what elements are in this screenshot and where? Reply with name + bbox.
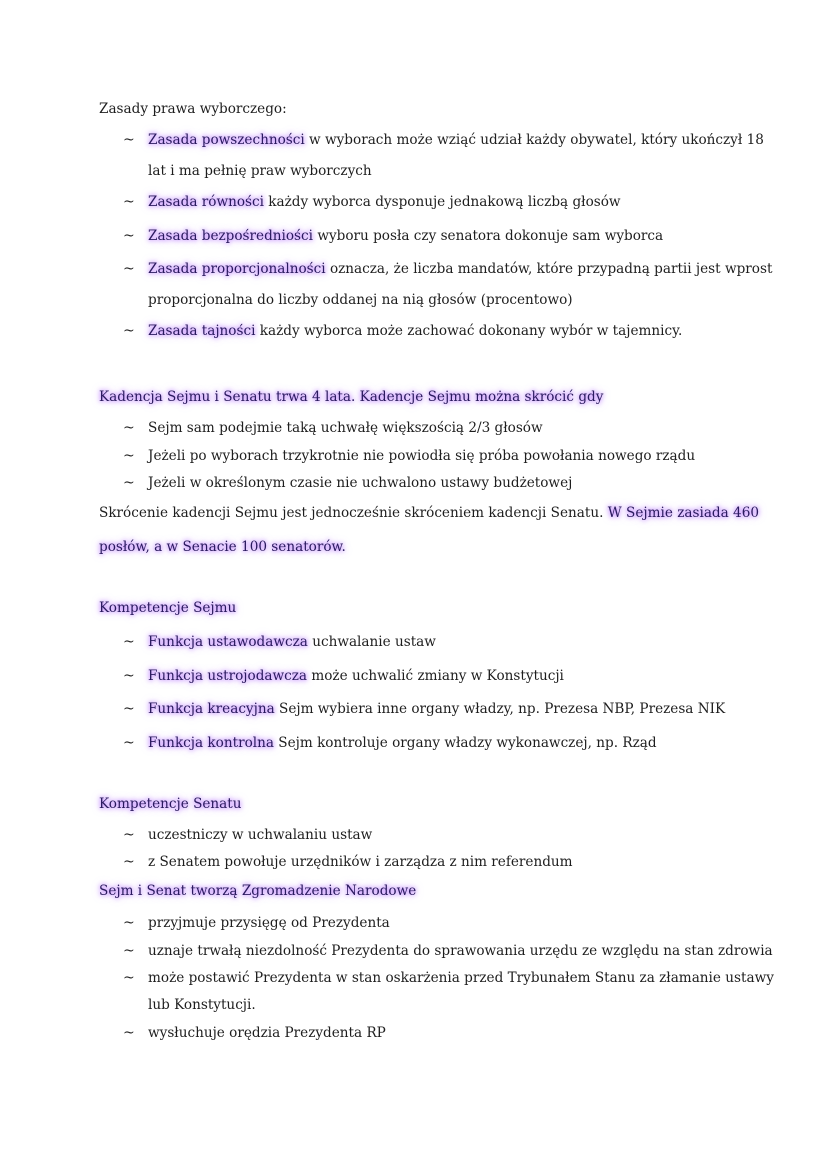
section-heading-kompetencje-sejmu: Kompetencje Sejmu [99, 600, 237, 616]
bullet-icon: ~ [123, 323, 135, 339]
highlighted-term: Funkcja ustrojodawcza [148, 668, 308, 684]
list-item [148, 322, 682, 340]
highlighted-term: Zasada bezpośredniości [148, 228, 313, 244]
list-item: uznaje trwałą niezdolność Prezydenta do sprawowania urzędu ze względu na stan zdrowia [148, 943, 773, 959]
item-text: wyboru posła czy senatora dokonuje sam wyborca [313, 228, 664, 244]
list-item [148, 667, 564, 685]
highlighted-term: Zasada powszechności [148, 132, 305, 148]
bullet-icon: ~ [123, 970, 135, 986]
item-text: Sejm kontroluje organy władzy wykonawczej, np. Rząd [273, 735, 657, 751]
list-item: przyjmuje przysięgę od Prezydenta [148, 915, 390, 931]
item-text: każdy wyborca dysponuje jednakową liczbą głosów [263, 194, 621, 210]
item-text: w wyborach może wziąć udział każdy obywatel, który ukończył 18 [304, 132, 764, 148]
item-text: oznacza, że liczba mandatów, które przypadną partii jest wprost [325, 261, 773, 277]
list-item-continuation: lub Konstytucji. [148, 997, 256, 1013]
section-heading-zgromadzenie: Sejm i Senat tworzą Zgromadzenie Narodowe [99, 883, 417, 899]
list-item-continuation: proporcjonalna do liczby oddanej na nią głosów (procentowo) [148, 292, 573, 308]
item-text: uchwalanie ustaw [307, 634, 436, 650]
bullet-icon: ~ [123, 827, 135, 843]
bullet-icon: ~ [123, 668, 135, 684]
list-item: uczestniczy w uchwalaniu ustaw [148, 827, 373, 843]
item-text: Sejm wybiera inne organy władzy, np. Prezesa NBP, Prezesa NIK [274, 701, 726, 717]
list-item [148, 734, 657, 752]
list-item-continuation: lat i ma pełnię praw wyborczych [148, 163, 372, 179]
section-heading-kadencja: Kadencja Sejmu i Senatu trwa 4 lata. Kadencje Sejmu można skrócić gdy [99, 389, 604, 405]
highlighted-term: Zasada proporcjonalności [148, 261, 326, 277]
bullet-icon: ~ [123, 420, 135, 436]
bullet-icon: ~ [123, 854, 135, 870]
bullet-icon: ~ [123, 132, 135, 148]
bullet-icon: ~ [123, 1025, 135, 1041]
bullet-icon: ~ [123, 448, 135, 464]
list-item [148, 260, 772, 278]
bullet-icon: ~ [123, 228, 135, 244]
item-text: każdy wyborca może zachować dokonany wybór w tajemnicy. [255, 323, 683, 339]
item-text: może uchwalić zmiany w Konstytucji [307, 668, 564, 684]
bullet-icon: ~ [123, 701, 135, 717]
list-item: Jeżeli w określonym czasie nie uchwalono ustawy budżetowej [148, 475, 573, 491]
highlighted-term: Zasada tajności [148, 323, 256, 339]
list-item: wysłuchuje orędzia Prezydenta RP [148, 1025, 386, 1041]
list-item: Sejm sam podejmie taką uchwałę większością 2/3 głosów [148, 420, 543, 436]
list-item [148, 227, 663, 245]
paragraph-continuation: posłów, a w Senacie 100 senatorów. [99, 539, 346, 555]
highlighted-text: W Sejmie zasiada 460 [607, 505, 760, 521]
paragraph-text: Skrócenie kadencji Sejmu jest jednocześnie skróceniem kadencji Senatu. [99, 505, 608, 521]
highlighted-term: Funkcja kontrolna [148, 735, 274, 751]
section-heading-zasady: Zasady prawa wyborczego: [99, 101, 287, 117]
list-item: może postawić Prezydenta w stan oskarżenia przed Trybunałem Stanu za złamanie ustawy [148, 970, 774, 986]
list-item: z Senatem powołuje urzędników i zarządza z nim referendum [148, 854, 573, 870]
bullet-icon: ~ [123, 475, 135, 491]
highlighted-term: Zasada równości [148, 194, 264, 210]
list-item [148, 700, 725, 718]
bullet-icon: ~ [123, 735, 135, 751]
bullet-icon: ~ [123, 943, 135, 959]
paragraph [99, 504, 759, 522]
highlighted-term: Funkcja kreacyjna [148, 701, 275, 717]
list-item [148, 131, 764, 149]
highlighted-term: Funkcja ustawodawcza [148, 634, 308, 650]
bullet-icon: ~ [123, 915, 135, 931]
list-item [148, 193, 621, 211]
section-heading-kompetencje-senatu: Kompetencje Senatu [99, 796, 242, 812]
bullet-icon: ~ [123, 194, 135, 210]
list-item [148, 633, 436, 651]
bullet-icon: ~ [123, 634, 135, 650]
list-item: Jeżeli po wyborach trzykrotnie nie powiodła się próba powołania nowego rządu [148, 448, 696, 464]
bullet-icon: ~ [123, 261, 135, 277]
